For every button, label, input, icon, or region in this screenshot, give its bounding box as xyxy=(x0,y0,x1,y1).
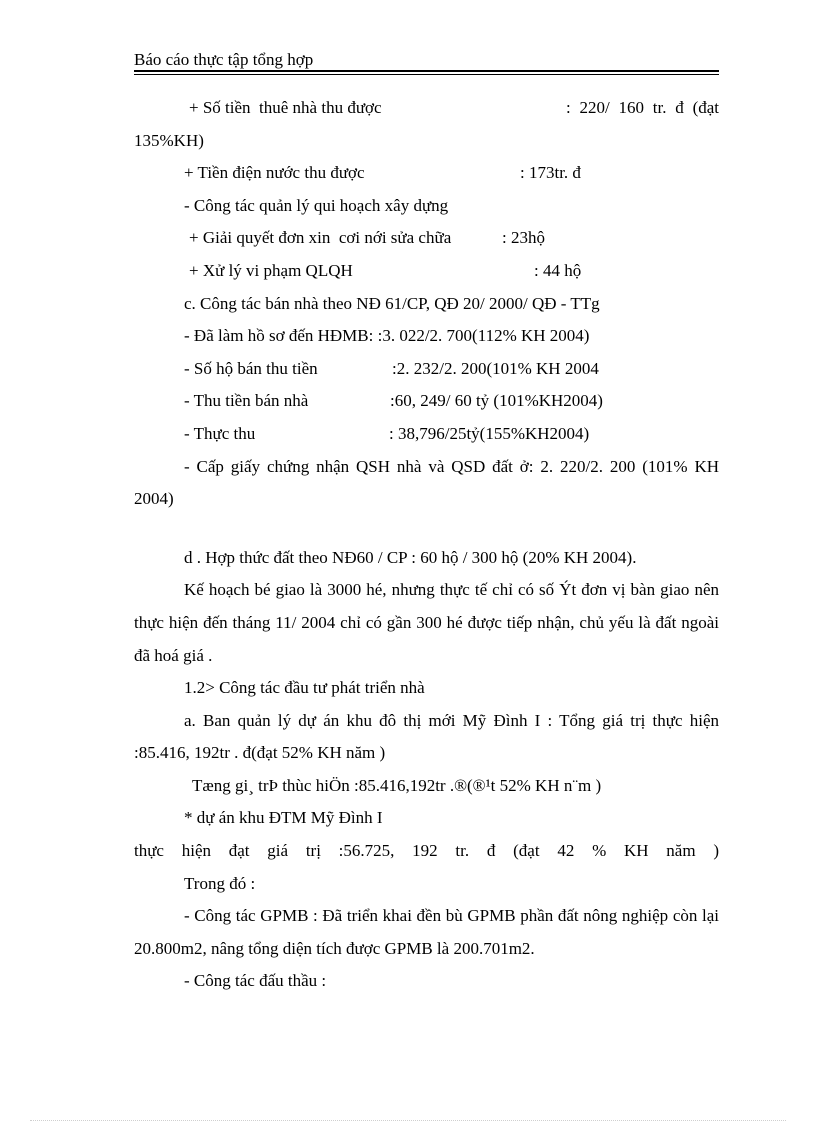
project-value-line: thực hiện đạt giá trị :56.725, 192 tr. đ (đạt 42 % KH năm ) xyxy=(134,841,719,861)
rent-income-continuation: 135%KH) xyxy=(134,130,204,150)
households-paid-value: :2. 232/2. 200(101% KH 2004 xyxy=(392,358,599,378)
repair-requests-value: : 23hộ xyxy=(502,228,545,248)
header-rule-thick xyxy=(134,70,719,72)
rent-income-line xyxy=(134,92,719,125)
violations-value: : 44 hộ xyxy=(534,260,582,280)
utility-income-label: + Tiền điện nước thu được xyxy=(184,163,365,183)
households-paid-label: - Số hộ bán thu tiền xyxy=(184,358,318,378)
contract-files-line: - Đã làm hồ sơ đến HĐMB: :3. 022/2. 700(112% KH 2004) xyxy=(184,326,590,346)
land-legalization-line: d . Hợp thức đất theo NĐ60 / CP : 60 hộ / 300 hộ (20% KH 2004). xyxy=(184,547,637,567)
sale-income-value: :60, 249/ 60 tỷ (101%KH2004) xyxy=(390,391,603,411)
house-sale-heading: c. Công tác bán nhà theo NĐ 61/CP, QĐ 20/ 2000/ QĐ - TTg xyxy=(184,293,600,313)
actual-collection-value: : 38,796/25tỷ(155%KH2004) xyxy=(389,423,590,443)
bidding-heading: - Công tác đấu thầu : xyxy=(184,971,327,991)
sale-income-label: - Thu tiền bán nhà xyxy=(184,391,309,411)
investment-heading: 1.2> Công tác đầu tư phát triển nhà xyxy=(184,678,425,698)
violations-label: + Xử lý vi phạm QLQH xyxy=(189,260,353,280)
sale-income-line xyxy=(134,385,719,418)
actual-collection-label: - Thực thu xyxy=(184,423,256,443)
garbled-total-line: Tæng gi¸ trÞ thùc hiÖn :85.416,192tr .®(®¹t 52% KH n¨m ) xyxy=(192,775,602,795)
document-body xyxy=(134,92,719,998)
page-bottom-edge xyxy=(30,1120,786,1121)
gpmb-paragraph: - Công tác GPMB : Đã triển khai đền bù GPMB phần đất nông nghiệp còn lại 20.800m2, nâng tổng diện tích được GPMB là 200.701m2. xyxy=(134,906,719,958)
page-header xyxy=(134,50,719,70)
among-which-label: Trong đó : xyxy=(184,873,256,893)
utility-income-line xyxy=(134,157,719,190)
households-paid-line xyxy=(134,353,719,386)
utility-income-value: : 173tr. đ xyxy=(520,163,581,183)
rent-income-label: + Số tiền thuê nhà thu được xyxy=(189,98,382,117)
actual-collection-line xyxy=(134,418,719,451)
plan-paragraph: Kế hoạch bé giao là 3000 hé, nhưng thực tế chỉ có số Ýt đơn vị bàn giao nên thực hiện đến tháng 11/ 2004 chỉ có gần 300 hé được tiếp nhận, chủ yếu là đất ngoài đã hoá giá . xyxy=(134,580,719,665)
rent-income-value: : 220/ 160 tr. đ (đạt xyxy=(566,98,719,117)
header-title: Báo cáo thực tập tổng hợp xyxy=(134,50,314,69)
repair-requests-line xyxy=(134,222,719,255)
project-board-paragraph: a. Ban quản lý dự án khu đô thị mới Mỹ Đình I : Tổng giá trị thực hiện :85.416, 192tr . đ(đạt 52% KH năm ) xyxy=(134,710,719,763)
project-heading: * dự án khu ĐTM Mỹ Đình I xyxy=(184,808,383,828)
certificate-line: - Cấp giấy chứng nhận QSH nhà và QSD đất ở: 2. 220/2. 200 (101% KH 2004) xyxy=(134,456,719,509)
violations-line xyxy=(134,255,719,288)
repair-requests-label: + Giải quyết đơn xin cơi nới sửa chữa xyxy=(189,228,452,248)
planning-management-heading: - Công tác quản lý qui hoạch xây dựng xyxy=(184,195,449,215)
paragraph-gap xyxy=(134,516,719,542)
header-rule-thin xyxy=(134,74,719,75)
